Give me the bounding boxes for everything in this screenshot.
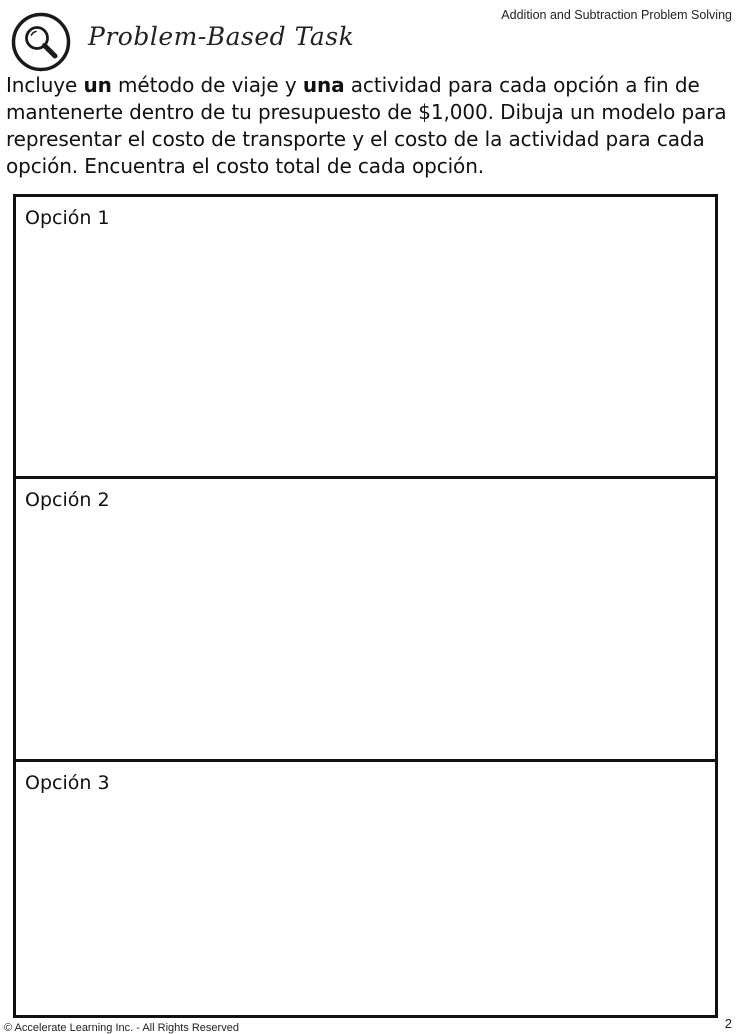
instructions-bold-una: una — [302, 73, 345, 97]
magnifying-glass-icon — [11, 12, 71, 72]
option-1-label: Opción 1 — [25, 207, 110, 229]
instructions-text-2: método de viaje y — [111, 73, 303, 97]
instructions-paragraph — [6, 72, 732, 180]
subject-header: Addition and Subtraction Problem Solving — [501, 8, 732, 22]
page-number: 2 — [724, 1016, 732, 1031]
option-1-box[interactable] — [16, 197, 715, 479]
instructions-bold-un: un — [83, 73, 112, 97]
instructions-text-1: Incluye — [6, 73, 84, 97]
option-3-label: Opción 3 — [25, 772, 110, 794]
options-table — [13, 194, 718, 1018]
option-3-box[interactable] — [16, 762, 715, 1018]
instructions-text-3: actividad para cada opción a fin de mantenerte dentro de tu presupuesto de $1,000. Dibuja un modelo para representar el costo de transporte y el costo de la actividad para cada opción. Encuentra el costo total de cada opción. — [6, 73, 727, 178]
option-2-label: Opción 2 — [25, 489, 110, 511]
task-title: Problem-Based Task — [88, 22, 355, 51]
option-2-box[interactable] — [16, 479, 715, 762]
copyright-footer: © Accelerate Learning Inc. - All Rights Reserved — [4, 1022, 239, 1034]
